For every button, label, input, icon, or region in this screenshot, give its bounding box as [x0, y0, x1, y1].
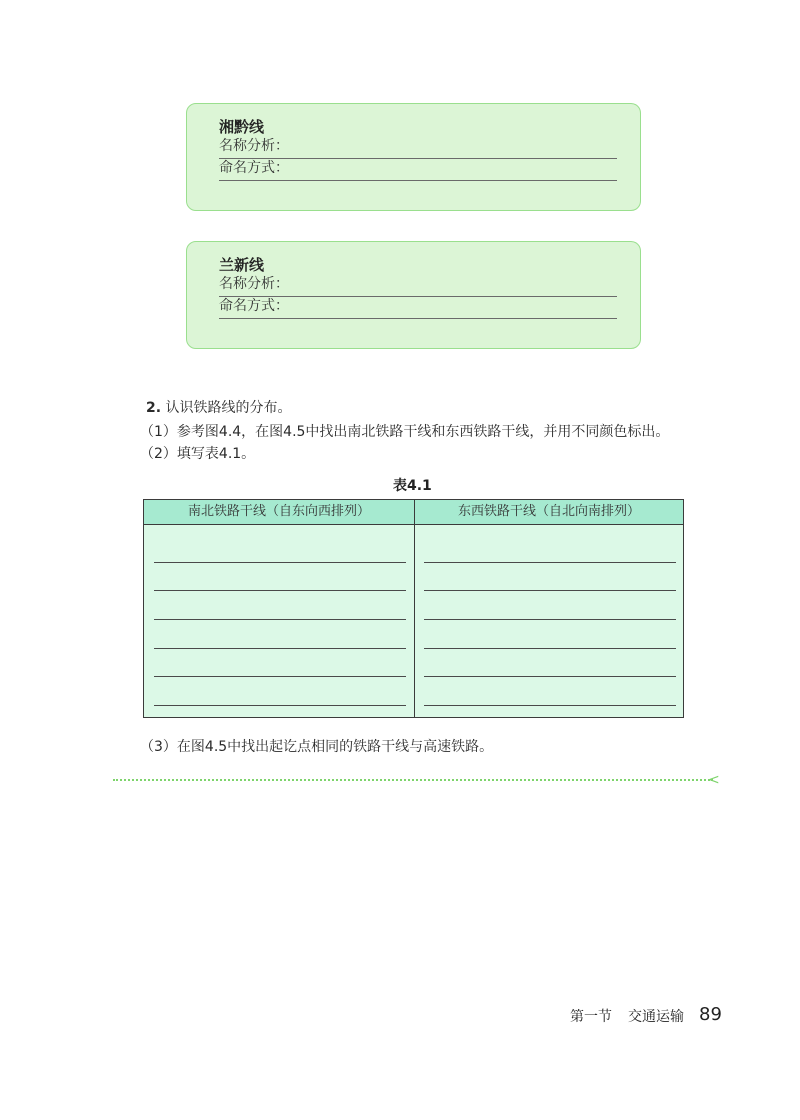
question-2-item-2: （2）填写表4.1。 [140, 446, 256, 462]
column-header-east-west: 东西铁路干线（自北向南排列） [457, 504, 640, 519]
question-2-item-3: （3）在图4.5中找出起讫点相同的铁路干线与高速铁路。 [140, 739, 494, 755]
page-number: 89 [699, 1004, 722, 1025]
question-2-item-1: （1）参考图4.4，在图4.5中找出南北铁路干线和东西铁路干线，并用不同颜色标出。 [140, 424, 670, 440]
footer-section: 第一节 [570, 1009, 612, 1025]
name-analysis-field[interactable] [219, 136, 617, 159]
question-2-heading [146, 397, 292, 417]
table-caption: 表4.1 [393, 478, 432, 494]
answer-line-right[interactable] [424, 676, 676, 677]
answer-line-left[interactable] [154, 590, 406, 591]
info-box-lanxin [186, 241, 641, 349]
answer-line-left[interactable] [154, 705, 406, 706]
answer-line-left[interactable] [154, 562, 406, 563]
naming-method-field[interactable] [219, 296, 617, 319]
info-box-xiangqian [186, 103, 641, 211]
answer-line-right[interactable] [424, 648, 676, 649]
dotted-separator [113, 779, 713, 781]
answer-line-left[interactable] [154, 676, 406, 677]
box-title: 湘黔线 [219, 118, 265, 136]
answer-line-left[interactable] [154, 619, 406, 620]
answer-line-right[interactable] [424, 562, 676, 563]
question-text: 认识铁路线的分布。 [165, 400, 292, 416]
table-column-divider [414, 500, 415, 717]
field-label: 命名方式： [219, 298, 289, 314]
field-label: 名称分析： [219, 138, 289, 154]
answer-line-left[interactable] [154, 648, 406, 649]
footer-chapter: 交通运输 [628, 1009, 684, 1025]
answer-line-right[interactable] [424, 619, 676, 620]
column-header-north-south: 南北铁路干线（自东向西排列） [187, 504, 370, 519]
name-analysis-field[interactable] [219, 274, 617, 297]
railway-table [143, 499, 684, 718]
answer-line-right[interactable] [424, 705, 676, 706]
field-label: 名称分析： [219, 276, 289, 292]
question-number: 2. [146, 400, 162, 416]
arrow-left-icon: < [708, 772, 720, 788]
naming-method-field[interactable] [219, 158, 617, 181]
answer-line-right[interactable] [424, 590, 676, 591]
field-label: 命名方式： [219, 160, 289, 176]
box-title: 兰新线 [219, 256, 265, 274]
